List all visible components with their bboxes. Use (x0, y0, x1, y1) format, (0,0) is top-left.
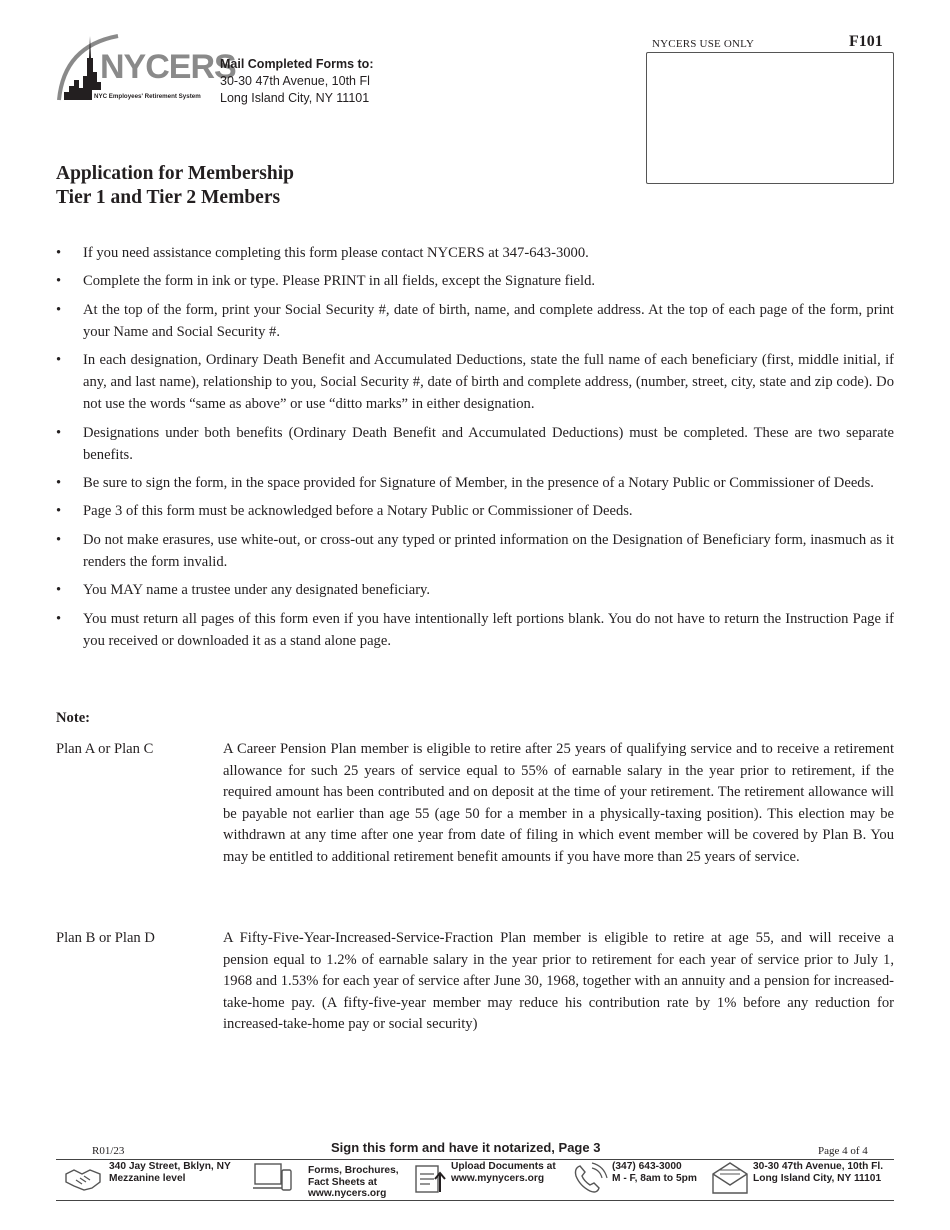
title-line-1: Application for Membership (56, 163, 294, 184)
instruction-item: • Designations under both benefits (Ordinary Death Benefit and Accumulated Deductions) must be completed. These are two separate benefits. (56, 422, 894, 466)
instruction-item: • In each designation, Ordinary Death Benefit and Accumulated Deductions, state the full name of each beneficiary (first, middle initial, if any, and last name), relationship to you, Social Security #, date of birth and complete address, (number, street, city, state and zip code). Do not use the words “same as above” or use “ditto marks” in either designation. (56, 349, 894, 415)
instruction-item: • Page 3 of this form must be acknowledged before a Notary Public or Commissioner of Deeds. (56, 500, 894, 522)
mail-envelope-icon (710, 1160, 750, 1196)
revision-code: R01/23 (92, 1145, 125, 1157)
logo-text: NYCERS (100, 48, 236, 86)
devices-icon (252, 1160, 292, 1196)
footer-item-phone (612, 1161, 697, 1184)
plan-ac-text: A Career Pension Plan member is eligible to retire after 25 years of qualifying service and to receive a retirement allowance for such 25 years of service equal to 55% of earnable salary in the year prior to retirement, if the required amount has been contributed and on deposit at the time of your retirement. The retirement allowance will be payable not earlier than age 55 (age 50 for a member in a physically-taxing position). This election may be withdrawn at any time after one year from date of filing in which event member will be covered by Plan B. You may be entitled to additional retirement benefit amounts if you have more than 25 years of service. (223, 741, 894, 865)
mail-line-2: Long Island City, NY 11101 (220, 91, 370, 105)
footer-forms-line-2: Fact Sheets at (308, 1176, 378, 1188)
instruction-item: • You MAY name a trustee under any designated beneficiary. (56, 579, 894, 601)
note-heading: Note: (56, 710, 91, 726)
phone-icon (570, 1160, 610, 1196)
footer-mail-line-1: 30-30 47th Avenue, 10th Fl. (753, 1161, 884, 1172)
footer-phone-line-2: M - F, 8am to 5pm (612, 1172, 697, 1184)
sign-note: Sign this form and have it notarized, Page 3 (331, 1140, 601, 1155)
page-title (56, 162, 294, 210)
instruction-item: • You must return all pages of this form even if you have intentionally left portions blank. You do not have to return the Instruction Page if you received or downloaded it as a stand alone page. (56, 608, 894, 652)
footer-item-upload (451, 1161, 556, 1184)
title-line-2: Tier 1 and Tier 2 Members (56, 187, 281, 208)
footer-item-mail (753, 1161, 883, 1184)
plan-ac-label: Plan A or Plan C (56, 741, 154, 757)
plan-bd-label: Plan B or Plan D (56, 930, 155, 946)
mail-address-block (220, 56, 373, 107)
footer-item-forms (308, 1165, 399, 1200)
instruction-item: • At the top of the form, print your Social Security #, date of birth, name, and complete address. At the top of each page of the form, print your Name and Social Security #. (56, 299, 894, 343)
footer-upload-line-2[interactable]: www.mynycers.org (451, 1172, 545, 1184)
footer-walkin-line-2: Mezzanine level (109, 1172, 186, 1184)
footer-walkin-line-1: 340 Jay Street, Bklyn, NY (109, 1161, 231, 1172)
page-number: Page 4 of 4 (818, 1145, 868, 1157)
instruction-item: • Complete the form in ink or type. Please PRINT in all fields, except the Signature field. (56, 270, 894, 292)
footer-forms-line-3[interactable]: www.nycers.org (308, 1188, 387, 1199)
instruction-item: • Do not make erasures, use white-out, or cross-out any typed or printed information on the Designation of Beneficiary form, inasmuch as it renders the form invalid. (56, 529, 894, 573)
footer-forms-line-1: Forms, Brochures, (308, 1165, 399, 1176)
footer-mail-line-2: Long Island City, NY 11101 (753, 1172, 882, 1184)
nycers-logo (56, 28, 236, 104)
mail-line-1: 30-30 47th Avenue, 10th Fl (220, 74, 370, 88)
footer-phone-line-1[interactable]: (347) 643-3000 (612, 1161, 682, 1172)
footer-rule-top (56, 1159, 894, 1160)
logo-tagline: NYC Employees' Retirement System (94, 93, 201, 100)
footer-rule-bottom (56, 1200, 894, 1201)
form-id: F101 (849, 33, 883, 50)
handshake-icon (64, 1160, 104, 1196)
upload-document-icon (410, 1160, 450, 1196)
footer-item-walkin (109, 1161, 231, 1184)
instruction-item: • If you need assistance completing this form please contact NYCERS at 347-643-3000. (56, 242, 894, 264)
instruction-item: • Be sure to sign the form, in the space provided for Signature of Member, in the presence of a Notary Public or Commissioner of Deeds. (56, 472, 894, 494)
instruction-list (56, 242, 894, 658)
use-only-label: NYCERS USE ONLY (652, 38, 755, 50)
footer-upload-line-1: Upload Documents at (451, 1161, 556, 1172)
plan-bd-text: A Fifty-Five-Year-Increased-Service-Fraction Plan member is eligible to retire at age 55, and will receive a pension equal to 1.2% of earnable salary in the year prior to retirement for each year of service prior to July 1, 1968 and 1.53% for each year of service after June 30, 1968, together with an annuity and a pension for increased-take-home pay. (A fifty-five-year member may reduce his contribution rate by 1% before any reduction for increased-take-home pay or social security) (223, 930, 894, 1033)
use-only-box (646, 52, 894, 184)
mail-heading: Mail Completed Forms to: (220, 57, 374, 71)
